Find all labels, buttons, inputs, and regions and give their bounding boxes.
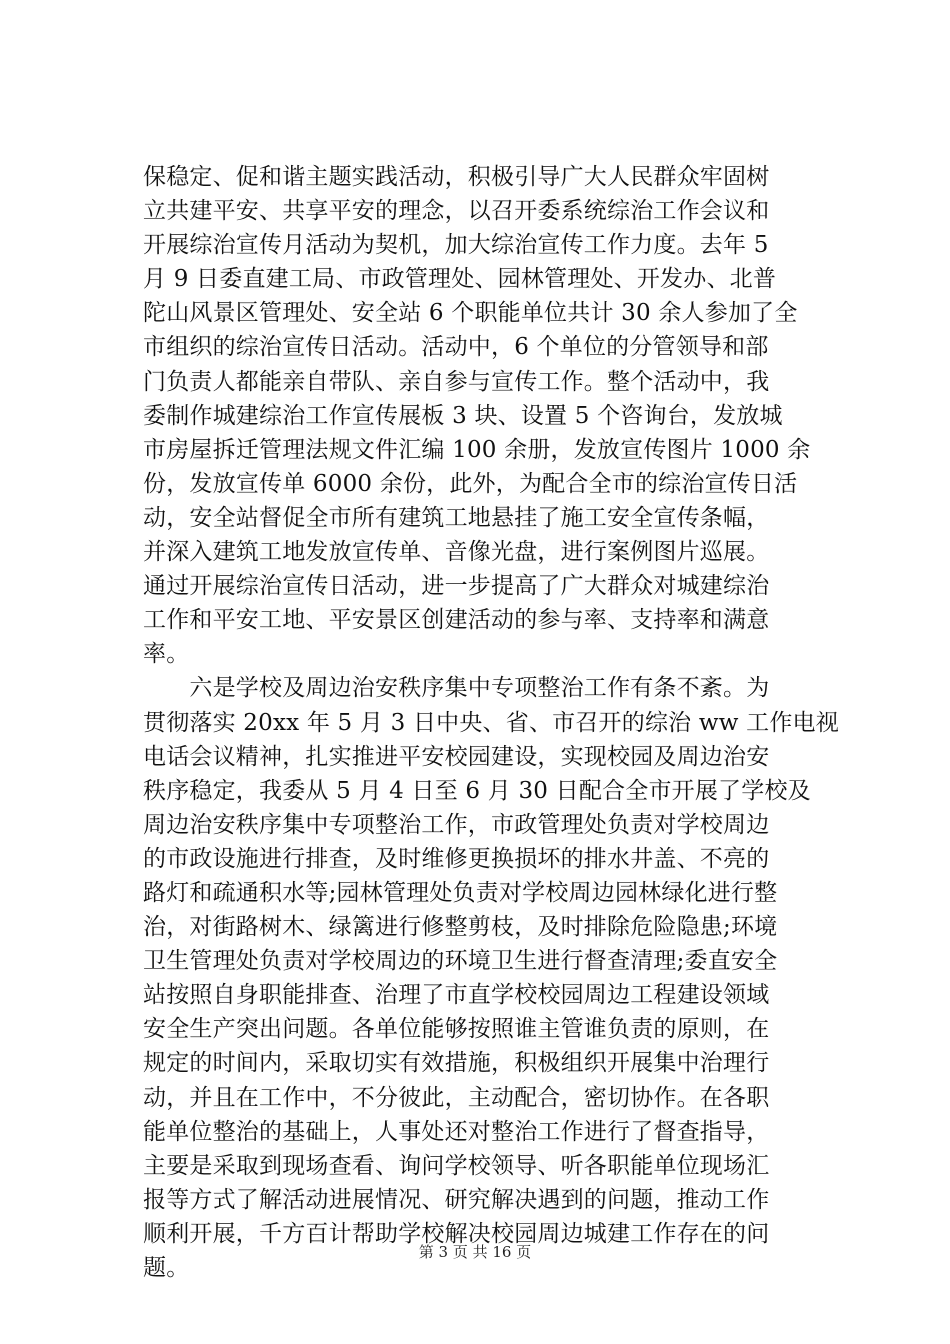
text-line: 保稳定、促和谐主题实践活动，积极引导广大人民群众牢固树 bbox=[143, 164, 770, 190]
text-line: 门负责人都能亲自带队、亲自参与宣传工作。整个活动中，我 bbox=[143, 368, 770, 395]
text-line: 能单位整治的基础上，人事处还对整治工作进行了督查指导， bbox=[143, 1118, 770, 1145]
text-line: 六是学校及周边治安秩序集中专项整治工作有条不紊。为 bbox=[143, 675, 770, 702]
text-line: 贯彻落实 20xx 年 5 月 3 日中央、省、市召开的综治 ww 工作电视 bbox=[143, 709, 839, 736]
text-line: 通过开展综治宣传日活动，进一步提高了广大群众对城建综治 bbox=[143, 573, 770, 600]
text-line: 市组织的综治宣传日活动。活动中，6 个单位的分管领导和部 bbox=[143, 334, 769, 361]
text-line: 动，安全站督促全市所有建筑工地悬挂了施工安全宣传条幅， bbox=[143, 504, 770, 531]
text-line: 卫生管理处负责对学校周边的环境卫生进行督查清理;委直安全 bbox=[143, 948, 778, 975]
text-line: 主要是采取到现场查看、询问学校领导、听各职能单位现场汇 bbox=[143, 1152, 770, 1179]
text-line: 并深入建筑工地发放宣传单、音像光盘，进行案例图片巡展。 bbox=[143, 539, 770, 566]
text-line: 顺利开展，千方百计帮助学校解决校园周边城建工作存在的问 bbox=[143, 1220, 770, 1247]
text-line: 动，并且在工作中，不分彼此，主动配合，密切协作。在各职 bbox=[143, 1084, 770, 1111]
text-line: 份，发放宣传单 6000 余份，此外，为配合全市的综治宣传日活 bbox=[143, 470, 798, 497]
text-line: 的市政设施进行排查，及时维修更换损坏的排水井盖、不亮的 bbox=[143, 845, 770, 872]
text-line: 月 9 日委直建工局、市政管理处、园林管理处、开发办、北普 bbox=[143, 266, 777, 293]
body-text bbox=[143, 160, 839, 1285]
text-line: 治，对街路树木、绿篱进行修整剪枝，及时排除危险隐患;环境 bbox=[143, 914, 778, 941]
text-line: 安全生产突出问题。各单位能够按照谁主管谁负责的原则，在 bbox=[143, 1016, 770, 1043]
text-line: 开展综治宣传月活动为契机，加大综治宣传工作力度。去年 5 bbox=[143, 232, 769, 259]
text-line: 报等方式了解活动进展情况、研究解决遇到的问题，推动工作 bbox=[143, 1186, 770, 1213]
text-line: 委制作城建综治工作宣传展板 3 块、设置 5 个咨询台，发放城 bbox=[143, 402, 783, 429]
page-footer: 第 3 页 共 16 页 bbox=[418, 1243, 532, 1261]
text-line: 工作和平安工地、平安景区创建活动的参与率、支持率和满意 bbox=[143, 607, 770, 634]
text-line: 规定的时间内，采取切实有效措施，积极组织开展集中治理行 bbox=[143, 1050, 770, 1077]
text-line: 周边治安秩序集中专项整治工作，市政管理处负责对学校周边 bbox=[143, 811, 770, 838]
text-line: 市房屋拆迁管理法规文件汇编 100 余册，发放宣传图片 1000 余 bbox=[143, 436, 811, 463]
text-line: 电话会议精神，扎实推进平安校园建设，实现校园及周边治安 bbox=[143, 743, 770, 770]
text-line: 秩序稳定，我委从 5 月 4 日至 6 月 30 日配合全市开展了学校及 bbox=[143, 777, 811, 804]
text-line: 率。 bbox=[143, 641, 190, 668]
text-line: 陀山风景区管理处、安全站 6 个职能单位共计 30 余人参加了全 bbox=[143, 300, 798, 327]
text-line: 立共建平安、共享平安的理念，以召开委系统综治工作会议和 bbox=[143, 198, 770, 225]
text-line: 站按照自身职能排查、治理了市直学校校园周边工程建设领域 bbox=[143, 982, 770, 1009]
text-line: 题。 bbox=[143, 1255, 190, 1281]
text-line: 路灯和疏通积水等;园林管理处负责对学校周边园林绿化进行整 bbox=[143, 879, 778, 906]
